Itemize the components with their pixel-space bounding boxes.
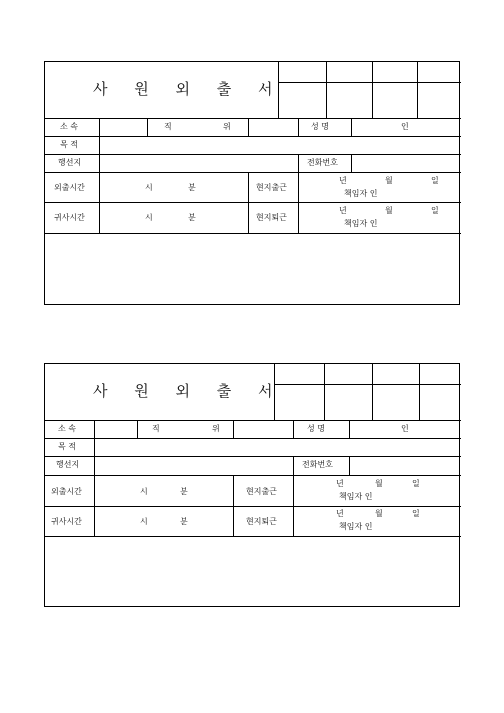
label-minute: 분 bbox=[188, 183, 196, 192]
label-name: 성 명 bbox=[311, 122, 329, 131]
approval-divider bbox=[274, 384, 461, 385]
approval-divider bbox=[278, 62, 279, 118]
cell-divider bbox=[298, 172, 299, 233]
cell-divider bbox=[298, 154, 299, 172]
cell-divider bbox=[99, 118, 100, 136]
label-hour: 시 bbox=[140, 487, 148, 496]
row-divider bbox=[45, 536, 461, 537]
row-divider bbox=[45, 136, 461, 137]
label-destination: 행선지 bbox=[58, 158, 82, 167]
approval-divider bbox=[419, 364, 420, 420]
outing-form-1 bbox=[44, 61, 460, 305]
label-seal: 인 bbox=[401, 122, 409, 131]
cell-divider bbox=[349, 420, 350, 438]
label-manager: 책임자 인 bbox=[339, 492, 373, 501]
label-local-leave: 현지퇴근 bbox=[256, 213, 287, 222]
label-month: 월 bbox=[385, 206, 393, 215]
label-hour: 시 bbox=[140, 517, 148, 526]
label-minute: 분 bbox=[180, 487, 188, 496]
label-dept: 소 속 bbox=[58, 424, 76, 433]
label-month: 월 bbox=[385, 176, 393, 185]
label-month: 월 bbox=[375, 479, 383, 488]
label-day: 일 bbox=[431, 176, 439, 185]
row-divider bbox=[45, 233, 461, 234]
approval-divider bbox=[417, 62, 418, 118]
cell-divider bbox=[233, 475, 234, 536]
row-divider bbox=[45, 456, 461, 457]
approval-divider bbox=[372, 364, 373, 420]
label-year: 년 bbox=[336, 479, 344, 488]
label-manager: 책임자 인 bbox=[344, 189, 378, 198]
label-hour: 시 bbox=[145, 213, 153, 222]
approval-divider bbox=[324, 364, 325, 420]
row-divider bbox=[45, 118, 461, 119]
label-position-2: 위 bbox=[223, 122, 231, 131]
label-local-leave: 현지퇴근 bbox=[246, 517, 277, 526]
outing-form-2 bbox=[44, 363, 460, 607]
row-divider bbox=[45, 506, 461, 507]
row-divider bbox=[45, 420, 461, 421]
label-out-time: 외출시간 bbox=[51, 487, 82, 496]
label-local-out: 현지출근 bbox=[246, 487, 277, 496]
row-divider bbox=[45, 438, 461, 439]
cell-divider bbox=[349, 456, 350, 475]
row-divider bbox=[45, 172, 461, 173]
cell-divider bbox=[248, 118, 249, 136]
label-return-time: 귀사시간 bbox=[54, 213, 85, 222]
label-return-time: 귀사시간 bbox=[51, 517, 82, 526]
label-year: 년 bbox=[336, 509, 344, 518]
cell-divider bbox=[147, 118, 148, 136]
row-divider bbox=[45, 154, 461, 155]
form-title: 사 원 외 출 서 bbox=[93, 382, 284, 400]
row-divider bbox=[45, 475, 461, 476]
cell-divider bbox=[233, 420, 234, 438]
label-minute: 분 bbox=[180, 517, 188, 526]
label-day: 일 bbox=[431, 206, 439, 215]
cell-divider bbox=[351, 154, 352, 172]
approval-divider bbox=[326, 62, 327, 118]
form-title: 사 원 외 출 서 bbox=[93, 80, 284, 98]
label-phone: 전화번호 bbox=[307, 158, 338, 167]
label-purpose: 목 적 bbox=[60, 140, 78, 149]
approval-divider bbox=[274, 364, 275, 420]
label-year: 년 bbox=[339, 206, 347, 215]
cell-divider bbox=[293, 475, 294, 536]
label-dept: 소 속 bbox=[60, 122, 78, 131]
cell-divider bbox=[351, 118, 352, 136]
label-phone: 전화번호 bbox=[302, 460, 333, 469]
label-purpose: 목 적 bbox=[58, 442, 76, 451]
label-out-time: 외출시간 bbox=[54, 183, 85, 192]
label-minute: 분 bbox=[188, 213, 196, 222]
label-local-out: 현지출근 bbox=[256, 183, 287, 192]
label-position-2: 위 bbox=[212, 424, 220, 433]
label-hour: 시 bbox=[145, 183, 153, 192]
label-manager: 책임자 인 bbox=[339, 522, 373, 531]
cell-divider bbox=[99, 136, 100, 233]
label-name: 성 명 bbox=[307, 424, 325, 433]
label-year: 년 bbox=[339, 176, 347, 185]
approval-divider bbox=[278, 82, 461, 83]
cell-divider bbox=[137, 420, 138, 438]
approval-divider bbox=[372, 62, 373, 118]
cell-divider bbox=[293, 456, 294, 475]
label-day: 일 bbox=[412, 479, 420, 488]
label-month: 월 bbox=[375, 509, 383, 518]
cell-divider bbox=[94, 420, 95, 438]
label-position: 직 bbox=[152, 424, 160, 433]
label-destination: 행선지 bbox=[56, 460, 80, 469]
cell-divider bbox=[94, 438, 95, 536]
label-seal: 인 bbox=[401, 424, 409, 433]
cell-divider bbox=[293, 420, 294, 438]
label-day: 일 bbox=[412, 509, 420, 518]
row-divider bbox=[45, 202, 461, 203]
label-manager: 책임자 인 bbox=[344, 219, 378, 228]
label-position: 직 bbox=[164, 122, 172, 131]
cell-divider bbox=[248, 172, 249, 233]
cell-divider bbox=[298, 118, 299, 136]
